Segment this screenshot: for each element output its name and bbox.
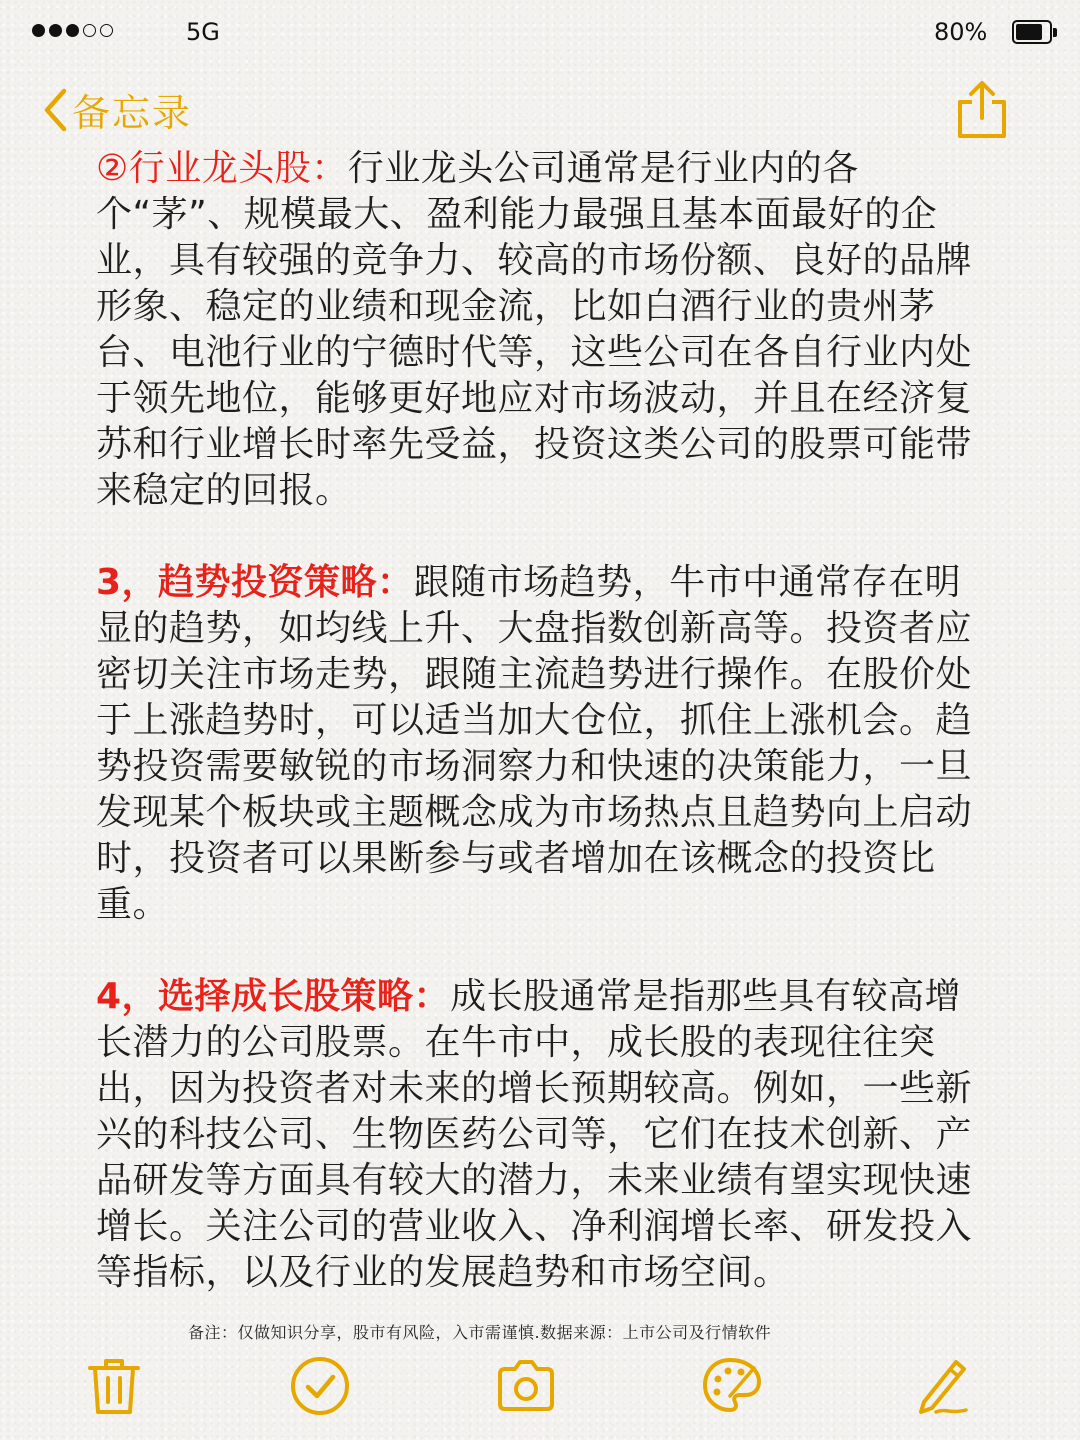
section-heading: 4，选择成长股策略： <box>96 976 451 1017</box>
battery-tip <box>1053 28 1057 37</box>
signal-strength-icon <box>32 24 113 37</box>
back-label: 备忘录 <box>72 91 193 135</box>
camera-icon <box>494 1352 558 1420</box>
network-type: 5G <box>186 18 220 46</box>
markup-button[interactable] <box>700 1352 764 1420</box>
checklist-button[interactable] <box>288 1352 352 1420</box>
pen-icon <box>910 1352 974 1420</box>
back-button[interactable] <box>42 82 192 137</box>
compose-button[interactable] <box>910 1352 974 1420</box>
note-body[interactable] <box>96 146 996 1342</box>
bottom-toolbar <box>0 1352 1080 1432</box>
section-heading: ②行业龙头股： <box>96 148 348 189</box>
section-body: 成长股通常是指那些具有较高增长潜力的公司股票。在牛市中，成长股的表现往往突出，因为投资者对未来的增长预期较高。例如，一些新兴的科技公司、生物医药公司等，它们在技术创新、产品研发等方面具有较大的潜力，未来业绩有望实现快速增长。关注公司的营业收入、净利润增长率、研发投入等指标，以及行业的发展趋势和市场空间。 <box>96 976 973 1293</box>
delete-button[interactable] <box>82 1352 146 1420</box>
share-button[interactable] <box>952 78 1012 142</box>
note-section-trend-strategy <box>96 560 996 928</box>
status-bar <box>0 0 1080 64</box>
checklist-icon <box>288 1352 352 1420</box>
battery-percent: 80% <box>934 18 988 46</box>
section-body: 跟随市场趋势，牛市中通常存在明显的趋势，如均线上升、大盘指数创新高等。投资者应密切关注市场走势，跟随主流趋势进行操作。在股价处于上涨趋势时，可以适当加大仓位，抓住上涨机会。趋势投资需要敏锐的市场洞察力和快速的决策能力，一旦发现某个板块或主题概念成为市场热点且趋势向上启动时，投资者可以果断参与或者增加在该概念的投资比重。 <box>96 562 973 925</box>
chevron-left-icon <box>42 87 70 133</box>
nav-bar <box>0 72 1080 152</box>
palette-icon <box>700 1352 764 1420</box>
share-icon <box>952 78 1012 142</box>
disclaimer-note: 备注：仅做知识分享，股市有风险，入市需谨慎.数据来源：上市公司及行情软件 <box>188 1323 772 1342</box>
camera-button[interactable] <box>494 1352 558 1420</box>
section-heading: 3，趋势投资策略： <box>96 562 414 603</box>
note-section-leading-stocks <box>96 146 996 514</box>
battery-icon <box>1012 20 1052 44</box>
trash-icon <box>82 1352 146 1420</box>
section-body: 行业龙头公司通常是行业内的各个“茅”、规模最大、盈利能力最强且基本面最好的企业，具有较强的竞争力、较高的市场份额、良好的品牌形象、稳定的业绩和现金流，比如白酒行业的贵州茅台、电池行业的宁德时代等，这些公司在各自行业内处于领先地位，能够更好地应对市场波动，并且在经济复苏和行业增长时率先受益，投资这类公司的股票可能带来稳定的回报。 <box>96 148 973 511</box>
note-section-growth-strategy <box>96 974 996 1296</box>
